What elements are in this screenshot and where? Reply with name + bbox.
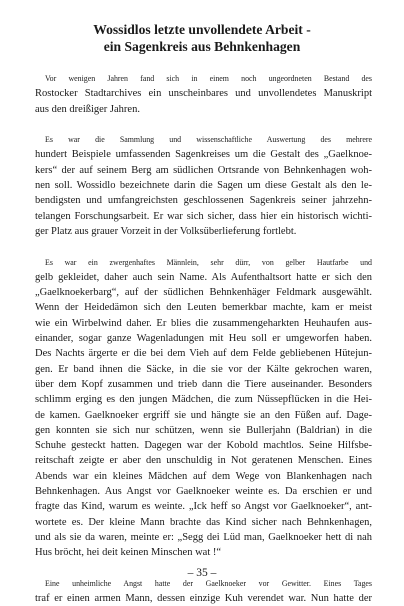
text-line: wie ein Wirbelwind daher. Er blies die zusammengeharkten Heuhaufen aus- bbox=[35, 317, 372, 329]
title-line: ein Sagenkreis aus Behnkenhagen bbox=[103, 39, 301, 54]
text-line: Vor wenigen Jahren fand sich in einem noch ungeordneten Bestand des bbox=[45, 74, 372, 83]
text-line: telangen Forschungsarbeit. Er war sich sicher, dass hier ein historisch wichti- bbox=[35, 210, 372, 222]
title-line: Wossidlos letzte unvollendete Arbeit - bbox=[93, 22, 311, 37]
text-line: Behnkenhagen. Aus Angst vor Gaelknoeker weinte es. Da erschien er und bbox=[35, 486, 372, 498]
paragraph bbox=[35, 576, 372, 606]
text-line: über dem Kopf zusammen und trieb dann die Tiere auseinander. Besonders bbox=[35, 378, 372, 390]
text-line: Es war die Sammlung und wissenschaftliche Auswertung des mehrere bbox=[45, 135, 372, 145]
paragraph bbox=[35, 132, 372, 239]
text-line: Es war ein zwergenhaftes Männlein, sehr dürr, von gelber Hautfarbe und bbox=[45, 257, 372, 267]
text-line: wortete es. Der kleine Mann brachte das Kind sicher nach Behnkenhagen, bbox=[35, 516, 372, 528]
text-line: einander, sogar ganze Wagenladungen mit Heu soll er umgeworfen haben. bbox=[35, 333, 372, 345]
text-line: gen konnten sie sich nur schützen, wenn sie Bullerjahn (Baldrian) in die bbox=[35, 424, 372, 436]
text-line: bendigsten und umfangreichsten geschlossenen Sagenkreis seiner jahrzehn- bbox=[35, 195, 372, 207]
text-line: „Gaelknoekerbarg“, auf der südlichen Behnkenhäger Feldmark ausgewählt. bbox=[35, 287, 372, 299]
text-line: Abends war ein kleines Mädchen auf dem Wege von Blankenhagen nach bbox=[35, 470, 372, 482]
text-line: nen soll. Wossidlo bezeichnete darin die Sagen um diese Gestalt als den le- bbox=[35, 180, 372, 192]
text-line: Wenn der Heidedämon sich den Leuten bemerkbar machte, kam er meist bbox=[35, 302, 372, 314]
text-line: gelb gekleidet, daher auch sein Name. Als Aufenthaltsort hatte er sich den bbox=[35, 271, 372, 283]
text-line: ger Platz aus grauer Vorzeit in der Volksüberlieferung fortlebt. bbox=[35, 225, 297, 237]
text-line: Hus bröcht, hei deit keinen Minschen wat !“ bbox=[35, 547, 222, 559]
text-line: hundert Beispiele umfassenden Sagenkreises um die Gestalt des „Gaelknoe- bbox=[35, 149, 372, 161]
text-line: aus den dreißiger Jahren. bbox=[35, 103, 140, 115]
text-line: Des Nachts ärgerte er die bei dem Vieh auf dem Felde gebliebenen Hütejun- bbox=[35, 348, 372, 360]
text-line: Rostocker Stadtarchives ein unscheinbares und unvollendetes Manuskript bbox=[35, 88, 372, 100]
text-line: gen. Er band ihnen die Säcke, in die sie vor der Kälte gekrochen waren, bbox=[35, 363, 372, 375]
text-line: reitschaft zeigte er aber den unschuldig in Not geratenen Menschen. Eines bbox=[35, 455, 372, 467]
paragraph bbox=[35, 71, 372, 117]
text-line: und als sie da waren, meinte er: „Segg dei Lüd man, Gaelknoeker hett di nah bbox=[35, 531, 372, 543]
page-number: – 35 – bbox=[187, 567, 217, 579]
text-line: Schuhe gesteckt hatten. Dagegen war der Kobold machtlos. Seine Hilfsbe- bbox=[35, 440, 372, 452]
chapter-title bbox=[20, 21, 384, 55]
body-text bbox=[35, 71, 372, 606]
text-line: de kamen. Gaelknoeker ergriff sie und hängte sie an den Füßen auf. Dage- bbox=[35, 409, 372, 421]
paragraph bbox=[35, 255, 372, 561]
text-line: schlimm erging es den jungen Mädchen, die zum Nüssepflücken in die Hei- bbox=[35, 394, 372, 406]
text-line: traf er einen armen Mann, dessen einzige Kuh verendet war. Nun hatte der bbox=[35, 593, 372, 605]
text-line: fragte das Kind, warum es weinte. „Ick heff so Angst vor Gaelknoeker“, ant- bbox=[35, 501, 372, 513]
text-line: Eine unheimliche Angst hatte der Gaelknoeker vor Gewitter. Eines Tages bbox=[45, 578, 372, 588]
text-line: kers“ der auf seinem Berg am südlichen Ortsrande von Behnkenhagen woh- bbox=[35, 164, 372, 176]
